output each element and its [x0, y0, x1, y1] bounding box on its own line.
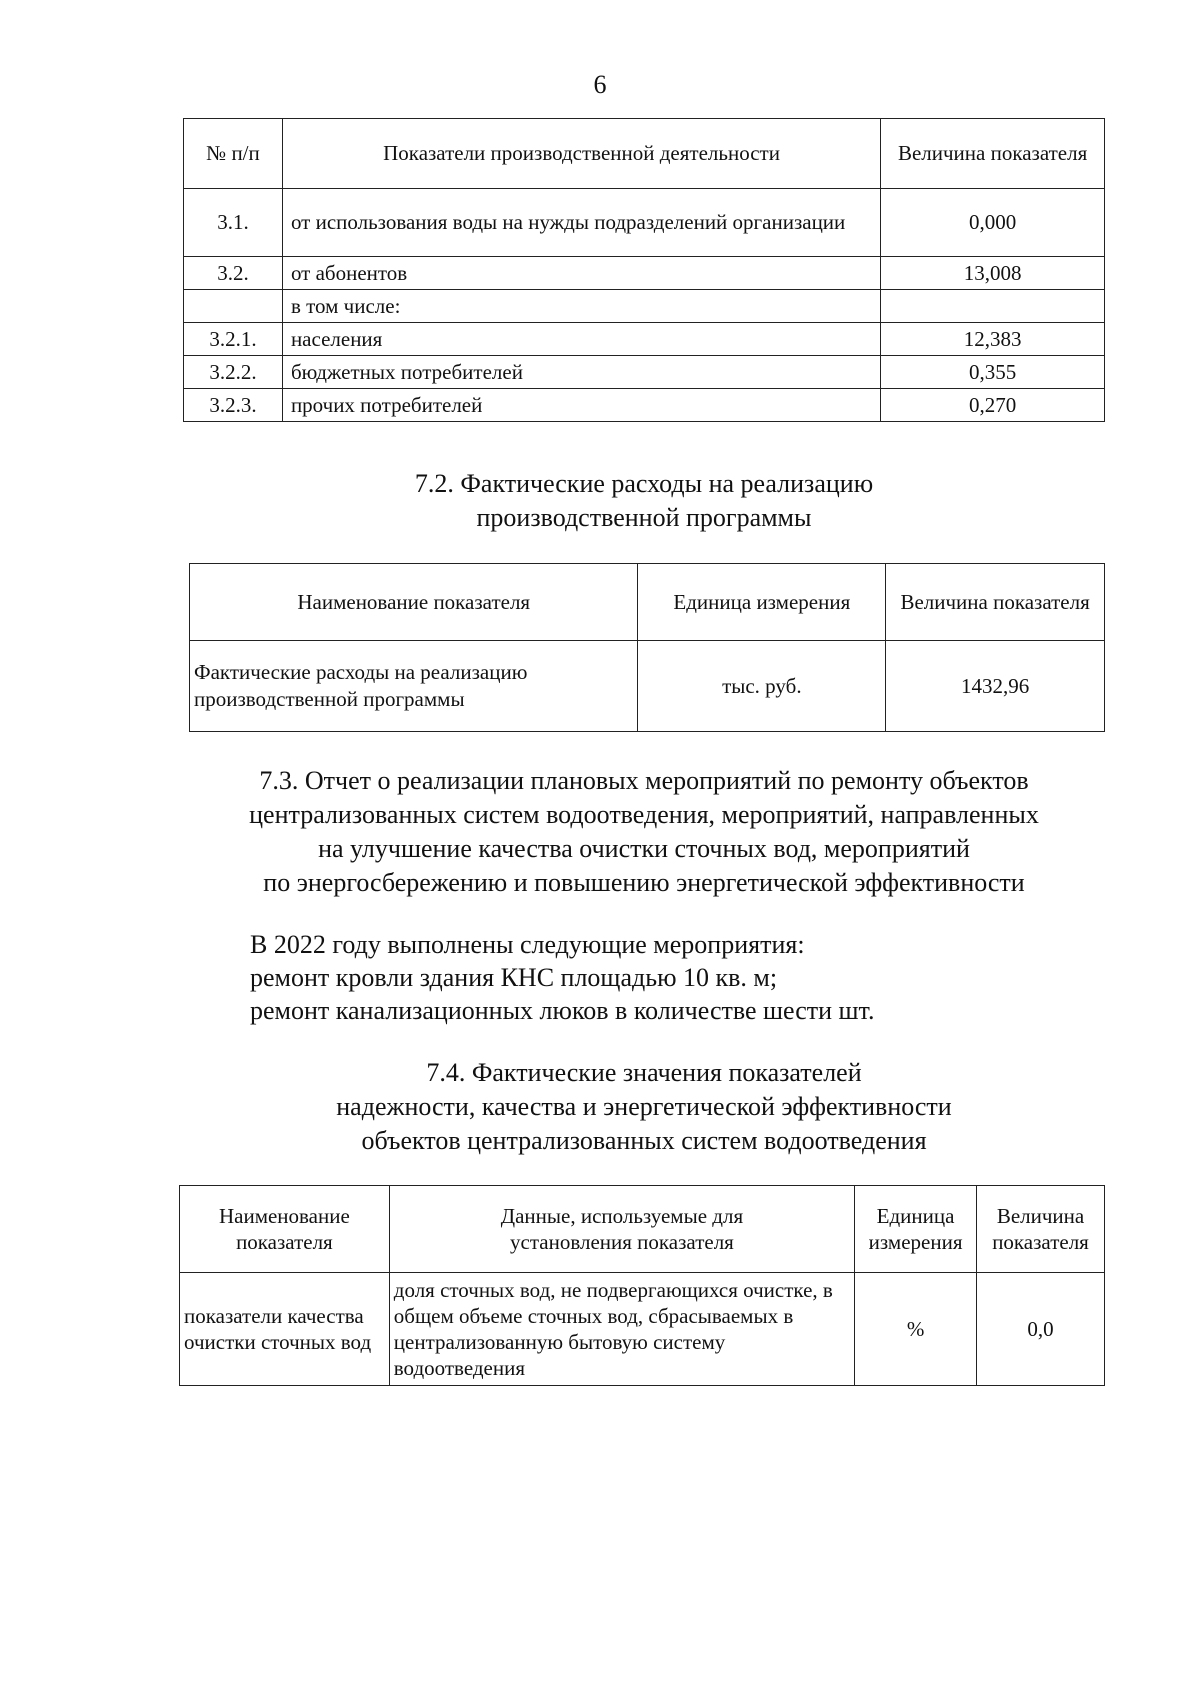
- heading-line: 7.2. Фактические расходы на реализацию: [414, 469, 874, 498]
- row-unit: %: [855, 1273, 977, 1386]
- column-header: Единица измерения: [855, 1186, 977, 1273]
- row-number: 3.2.3.: [184, 389, 283, 422]
- table-header-row: [180, 1186, 1105, 1273]
- column-header: Величина показателя: [881, 119, 1105, 189]
- row-unit: тыс. руб.: [638, 641, 886, 732]
- page-number: 6: [593, 70, 607, 99]
- row-name: Фактические расходы на реализацию производственной программы: [190, 641, 638, 732]
- column-header: Величина показателя: [977, 1186, 1105, 1273]
- table-row: [184, 356, 1105, 389]
- row-number: 3.2.1.: [184, 323, 283, 356]
- section-7-2-heading: [0, 467, 1200, 535]
- column-header: Единица измерения: [638, 564, 886, 641]
- heading-line: централизованных систем водоотведения, мероприятий, направленных: [249, 800, 1039, 829]
- row-number: 3.2.: [184, 257, 283, 290]
- section-7-3-body: [250, 928, 874, 1027]
- heading-line: производственной программы: [476, 503, 812, 532]
- body-line: ремонт кровли здания КНС площадью 10 кв. м;: [250, 963, 778, 992]
- table-row: [184, 257, 1105, 290]
- table-row: [184, 290, 1105, 323]
- actual-expenses-table: [189, 563, 1105, 732]
- production-indicators-table: [183, 118, 1105, 422]
- row-name: в том числе:: [282, 290, 880, 323]
- table-header-row: [190, 564, 1105, 641]
- column-header: № п/п: [184, 119, 283, 189]
- row-number: 3.2.2.: [184, 356, 283, 389]
- row-name: прочих потребителей: [282, 389, 880, 422]
- table-header-row: [184, 119, 1105, 189]
- row-name: показатели качества очистки сточных вод: [180, 1273, 390, 1386]
- column-header: Наименование показателя: [190, 564, 638, 641]
- column-header: Величина показателя: [886, 564, 1105, 641]
- body-line: В 2022 году выполнены следующие мероприятия:: [250, 930, 805, 959]
- column-header: Наименование показателя: [180, 1186, 390, 1273]
- row-number: 3.1.: [184, 189, 283, 257]
- table-row: [184, 323, 1105, 356]
- reliability-indicators-table: [179, 1185, 1105, 1386]
- column-header: Данные, используемые для установления показателя: [389, 1186, 854, 1273]
- row-name: от использования воды на нужды подразделений организации: [282, 189, 880, 257]
- table-row: [184, 189, 1105, 257]
- column-header: Показатели производственной деятельности: [282, 119, 880, 189]
- heading-line: 7.4. Фактические значения показателей: [426, 1058, 862, 1087]
- heading-line: 7.3. Отчет о реализации плановых мероприятий по ремонту объектов: [259, 766, 1029, 795]
- heading-line: надежности, качества и энергетической эффективности: [336, 1092, 952, 1121]
- table-row: [184, 389, 1105, 422]
- heading-line: по энергосбережению и повышению энергетической эффективности: [263, 868, 1025, 897]
- row-name: от абонентов: [282, 257, 880, 290]
- table-row: [190, 641, 1105, 732]
- row-value: 0,270: [881, 389, 1105, 422]
- section-7-3-heading: [0, 764, 1200, 900]
- row-value: 1432,96: [886, 641, 1105, 732]
- row-value: 12,383: [881, 323, 1105, 356]
- section-7-4-heading: [0, 1056, 1200, 1158]
- row-value: [881, 290, 1105, 323]
- row-value: 13,008: [881, 257, 1105, 290]
- body-line: ремонт канализационных люков в количестве шести шт.: [250, 996, 875, 1025]
- row-value: 0,0: [977, 1273, 1105, 1386]
- row-value: 0,355: [881, 356, 1105, 389]
- row-name: бюджетных потребителей: [282, 356, 880, 389]
- row-number: [184, 290, 283, 323]
- row-data: доля сточных вод, не подвергающихся очистке, в общем объеме сточных вод, сбрасываемых в централизованную бытовую систему водоотведения: [389, 1273, 854, 1386]
- row-value: 0,000: [881, 189, 1105, 257]
- heading-line: объектов централизованных систем водоотведения: [361, 1126, 927, 1155]
- row-name: населения: [282, 323, 880, 356]
- heading-line: на улучшение качества очистки сточных вод, мероприятий: [318, 834, 970, 863]
- table-row: [180, 1273, 1105, 1386]
